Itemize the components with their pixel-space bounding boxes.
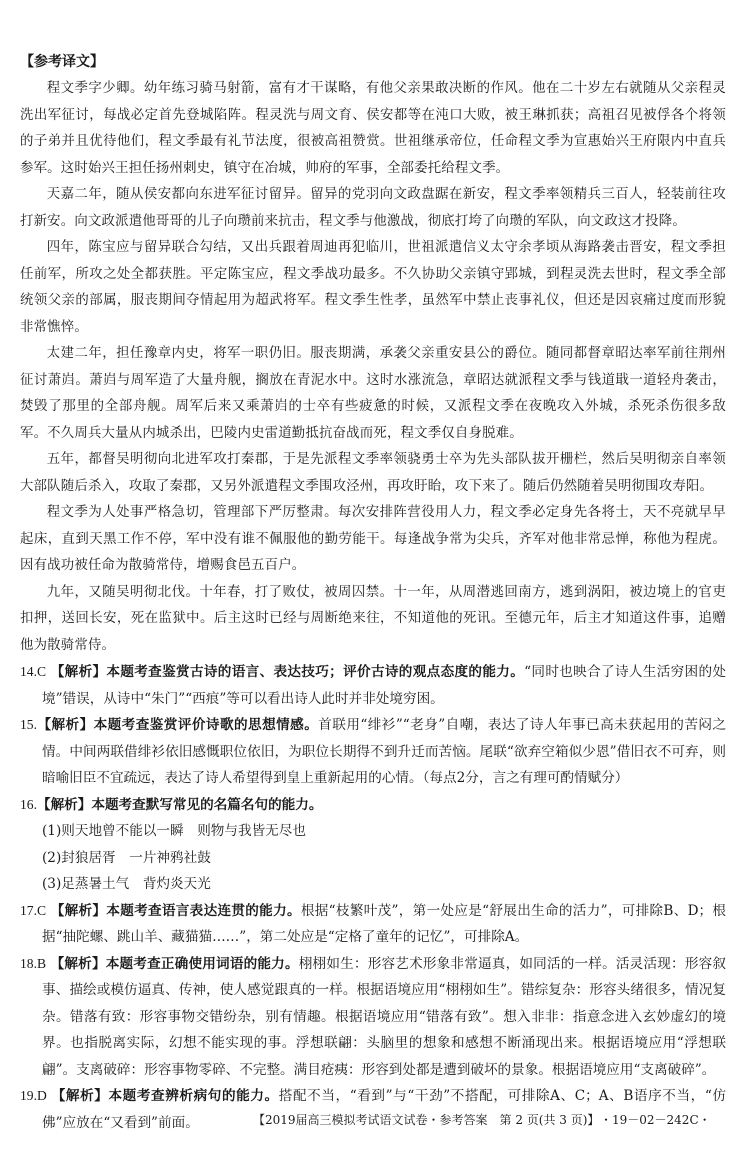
answer-16-line: (1)则天地曾不能以一瞬 则物与我皆无尽也 (42, 823, 306, 839)
answer-16-line: (2)封狼居胥 一片神鸦社鼓 (42, 849, 211, 866)
analysis-tag: 【解析】本题考查鉴赏古诗的语言、表达技巧；评价古诗的观点态度的能力。 (50, 664, 525, 680)
analysis-tag: 【解析】本题考查正确使用词语的能力。 (50, 955, 299, 972)
translation-paragraph: 太建二年，担任豫章内史，将军一职仍旧。服丧期满，承袭父亲重安县公的爵位。随同都督章昭达率军前往荆州征讨萧岿。萧岿与周军造了大量舟舰，搁放在青泥水中。这时水涨流急，章昭达就派程文季与钱道戢一道轻舟袭击，焚毁了那里的全部舟舰。周军后来又乘萧岿的士卒有些疲惫的时候，又派程文季在夜晚攻入外城，杀死杀伤很多敌军。不久周兵大量从内城杀出，巴陵内史雷道勤抵抗奋战而死，程文季仅自身脱难。 (20, 346, 726, 441)
analysis-tag: 【解析】本题考查语言表达连贯的能力。 (50, 902, 301, 919)
analysis-tag: 【解析】本题考查鉴赏评价诗歌的思想情感。 (37, 717, 319, 733)
analysis-tag: 【解析】本题考查辨析病句的能力。 (51, 1088, 279, 1104)
answer-number: 17.C (20, 902, 47, 918)
analysis-tag: 【解析】本题考查默写常见的名篇名句的能力。 (37, 796, 323, 813)
translation-paragraph: 天嘉二年，随从侯安都向东进军征讨留异。留异的党羽向文政盘踞在新安，程文季率领精兵三百人，轻装前往攻打新安。向文政派遣他哥哥的儿子向瓒前来抗击，程文季与他激战，彻底打垮了向瓒的军队，向文政这才投降。 (20, 187, 726, 229)
analysis-text: 搭配不当，“看到”与“干劲”不搭配，可排除A、C；A、B语序不当，“仿佛”应放在“又看到”前面。 (42, 1088, 726, 1131)
answer-number: 18.B (20, 955, 47, 971)
answer-17 (20, 898, 726, 951)
analysis-text: 根据“枝繁叶茂”，第一处应是“舒展出生命的活力”，可排除B、D；根据“抽陀螺、跳山羊、藏猫猫……”，第二处应是“定格了童年的记忆”，可排除A。 (42, 902, 727, 945)
analysis-text: 栩栩如生：形容艺术形象非常逼真，如同活的一样。活灵活现：形容叙事、描绘或模仿逼真、传神，使人感觉跟真的一样。根据语境应用“栩栩如生”。错综复杂：形容头绪很多，情况复杂。错落有致：形容事物交错纷杂，别有情趣。根据语境应用“错落有致”。想入非非：指意念进入玄妙虚幻的境界。也指脱离实际，幻想不能实现的事。浮想联翩：头脑里的想象和感想不断涌现出来。根据语境应用“浮想联翩”。支离破碎：形容事物零碎、不完整。满目疮痍：形容到处都是遭到破坏的景象。根据语境应用“支离破碎”。 (42, 955, 726, 1078)
answer-number: 14.C (20, 664, 47, 679)
answer-15 (20, 712, 726, 792)
answer-number: 16. (20, 796, 37, 812)
analysis-text: 首联用“绯衫”“老身”自嘲，表达了诗人年事已高未获起用的苦闷之情。中间两联借绯衫依旧感慨职位依旧，为职位长期得不到升迁而苦恼。尾联“欲弃空箱似少恩”借旧衣不可弃，则暗喻旧臣不宜疏远，表达了诗人希望得到皇上重新起用的心情。（每点2分，言之有理可酌情赋分） (42, 717, 727, 786)
answer-16 (20, 792, 726, 819)
answer-14 (20, 659, 726, 712)
page-footer (0, 1111, 746, 1131)
answer-number: 15. (20, 717, 37, 732)
translation-paragraph: 五年，都督吴明彻向北进军攻打秦郡，于是先派程文季率领骁勇士卒为先头部队拔开栅栏，然后吴明彻亲自率领大部队随后杀入，攻取了秦郡，又另外派遣程文季围攻泾州，再攻盱眙，攻下来了。随后仍然随着吴明彻围攻寿阳。 (20, 452, 726, 494)
section-heading: 【参考译文】 (20, 54, 104, 70)
translation-paragraph: 四年，陈宝应与留异联合勾结，又出兵跟着周迪再犯临川，世祖派遣信义太守余孝顷从海路袭击晋安，程文季担任前军，所攻之处全都获胜。平定陈宝应，程文季战功最多。不久协助父亲镇守郢城，到程灵洗去世时，程文季全部统领父亲的部属，服丧期间夺情起用为超武将军。程文季生性孝，虽然军中禁止丧事礼仪，但还是因哀痛过度而形貌非常憔悴。 (20, 240, 726, 335)
answer-18 (20, 951, 726, 1084)
footer-code: ・19－02－242C・ (600, 1113, 711, 1127)
footer-title: 【2019届高三模拟考试语文试卷・参考答案 第 2 页(共 3 页)】 (253, 1113, 600, 1127)
analysis-text: “同时也映合了诗人生活穷困的处境”错误，从诗中“朱门”“西痕”等可以看出诗人此时并非处境穷困。 (42, 664, 727, 707)
translation-paragraph: 程文季字少卿。幼年练习骑马射箭，富有才干谋略，有他父亲果敢决断的作风。他在二十岁左右就随从父亲程灵洗出军征讨，每战必定首先登城陷阵。程灵洗与周文育、侯安都等在沌口大败，被王琳抓获；高祖召见被俘各个将领的子弟并且优待他们，程文季最有礼节法度，很被高祖赞赏。世祖继承帝位，任命程文季为宣惠始兴王府限内中直兵参军。这时始兴王担任扬州刺史，镇守在冶城，帅府的军事，全部委托给程文季。 (20, 81, 726, 176)
translation-paragraph: 程文季为人处事严格急切，管理部下严厉整肃。每次安排阵营役用人力，程文季必定身先各将士，天不亮就早早起床，直到天黑工作不停，军中没有谁不佩服他的勤劳能干。每逢战争常为尖兵，齐军对他非常忌惮，称他为程虎。因有战功被任命为散骑常侍，增赐食邑五百户。 (20, 505, 726, 573)
answer-number: 19.D (20, 1088, 47, 1103)
translation-paragraph: 九年，又随吴明彻北伐。十年春，打了败仗，被周囚禁。十一年，从周潜逃回南方，逃到涡阳，被边境上的官吏扣押，送回长安，死在监狱中。后主这时已经与周断绝来往，不知道他的死讯。至德元年，后主才知道这件事，追赠他为散骑常侍。 (20, 584, 726, 653)
answer-16-line: (3)足蒸暑土气 背灼炎天光 (42, 876, 211, 892)
answer-page (20, 52, 726, 1136)
